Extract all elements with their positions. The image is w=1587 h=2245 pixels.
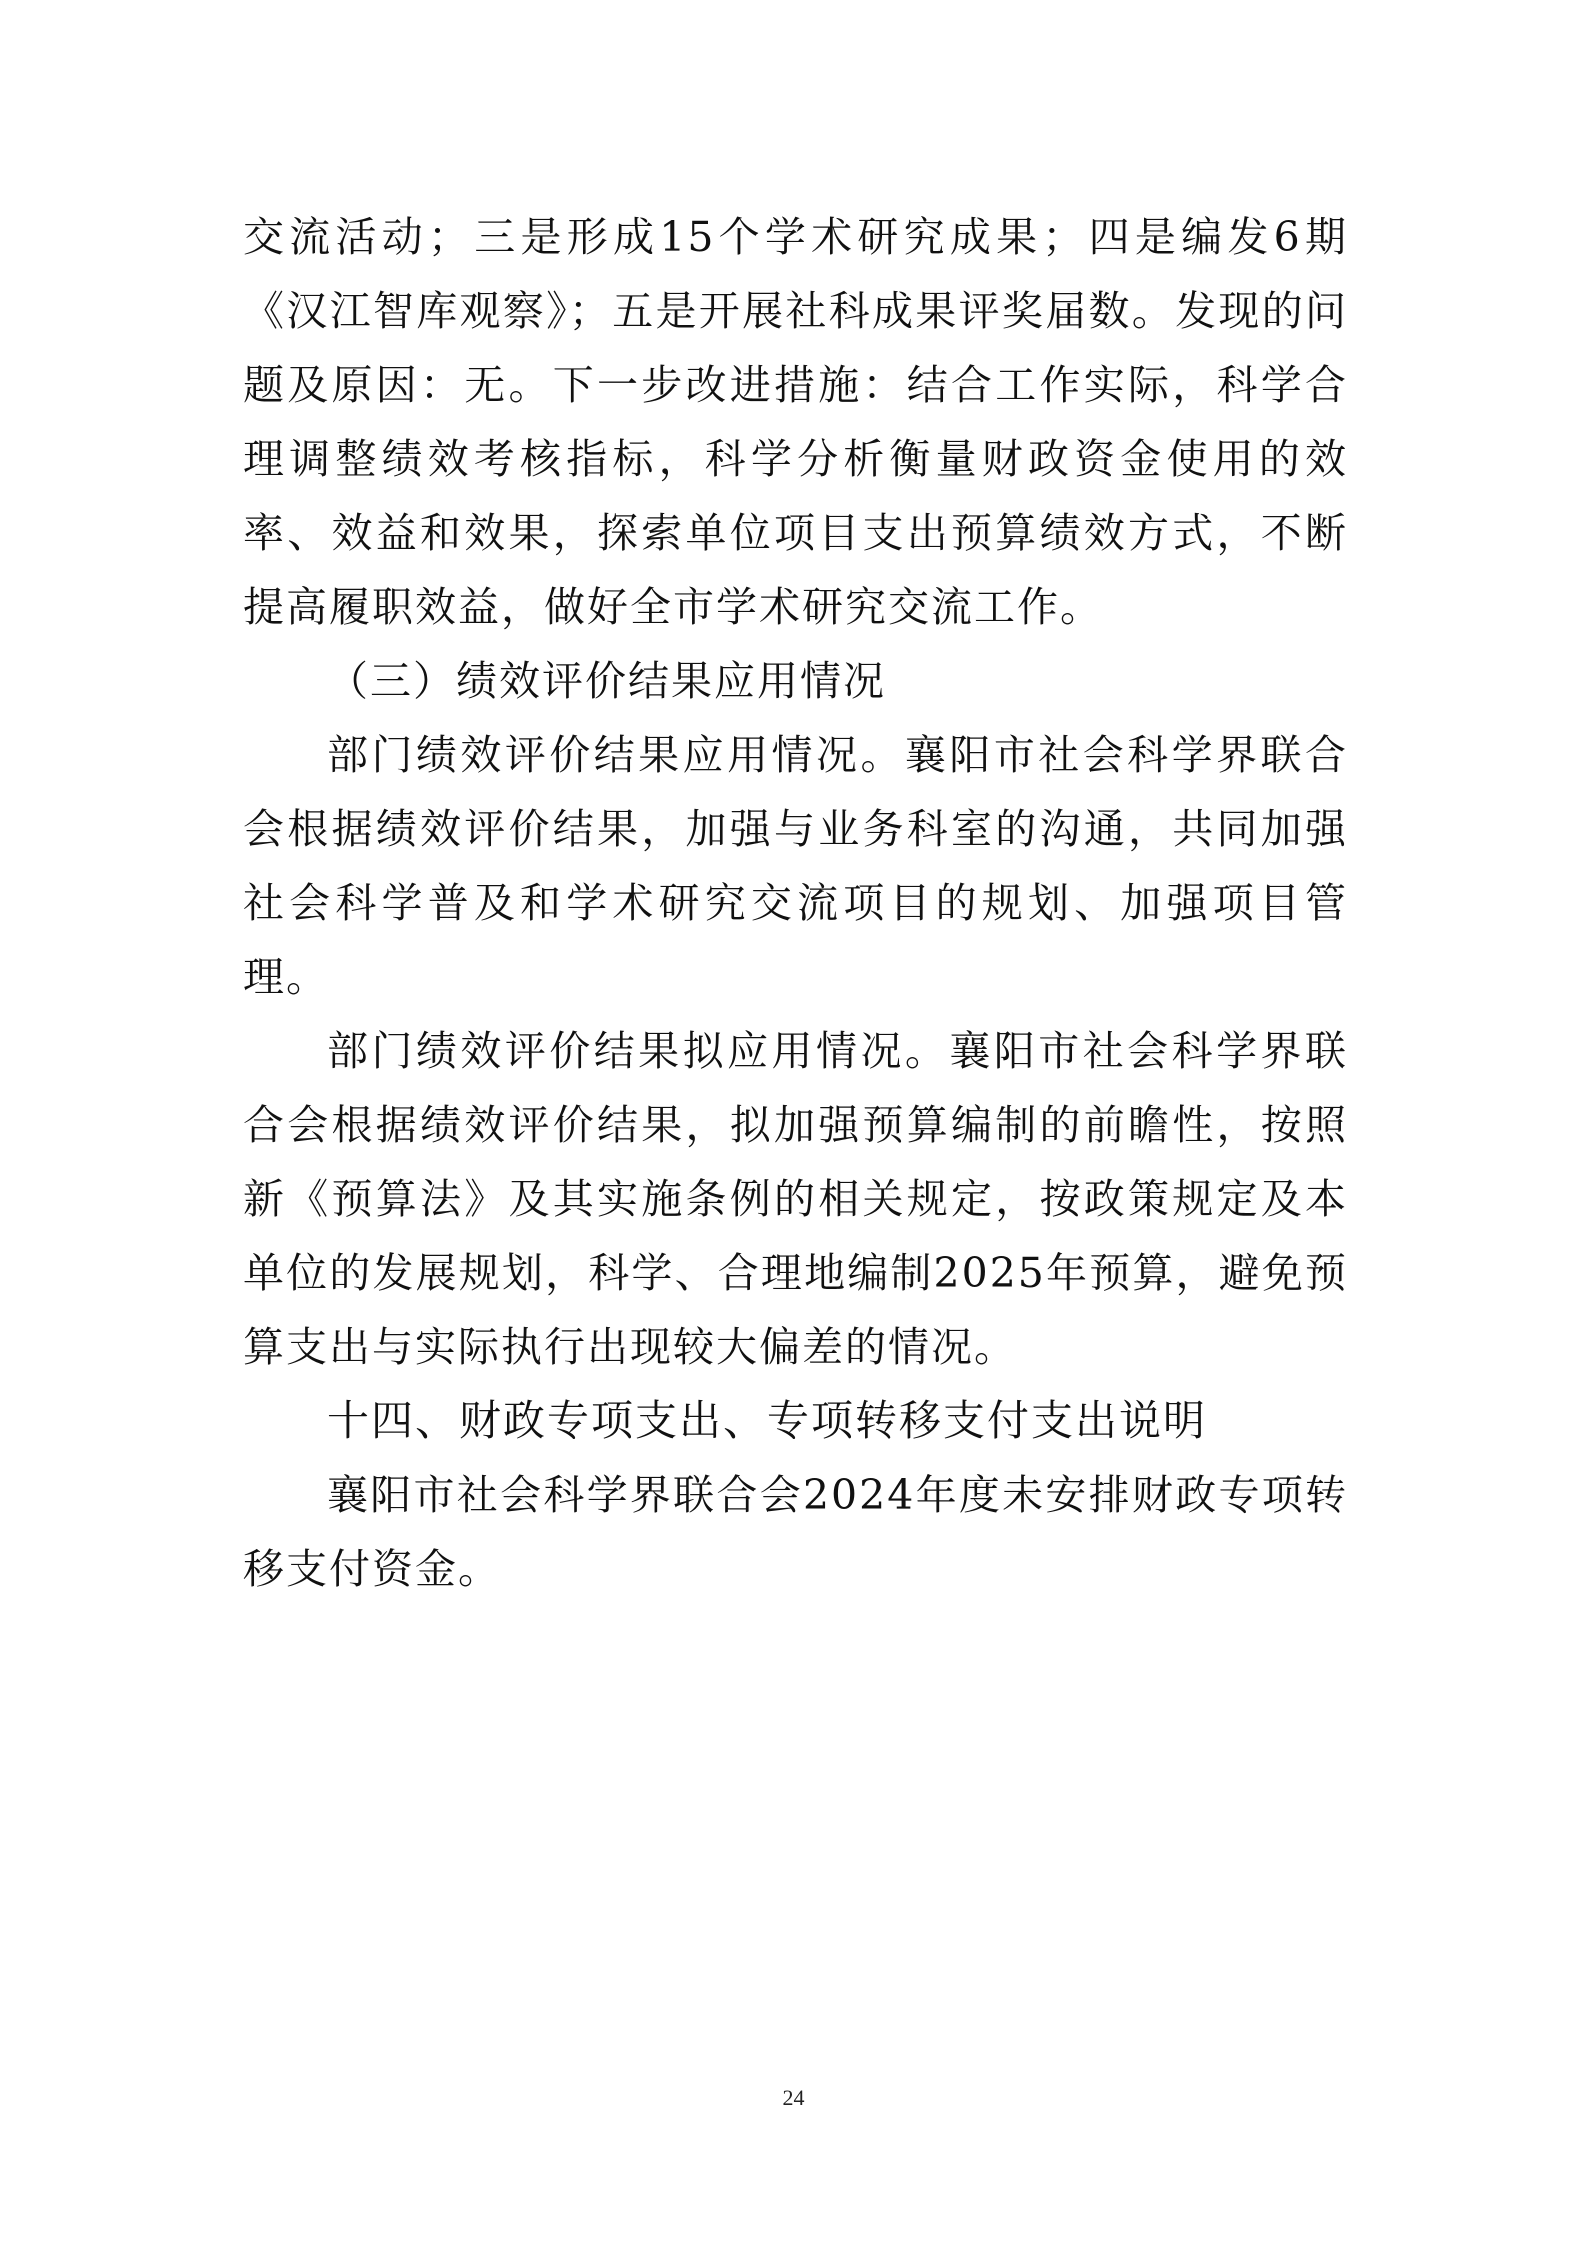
page-number: 24 <box>782 2085 805 2110</box>
page-content <box>243 200 1348 1606</box>
continuation-paragraph: 交流活动；三是形成15个学术研究成果；四是编发6期《汉江智库观察》；五是开展社科成果评奖届数。发现的问题及原因：无。下一步改进措施：结合工作实际，科学合理调整绩效考核指标，科学分析衡量财政资金使用的效率、效益和效果，探索单位项目支出预算绩效方式，不断提高履职效益，做好全市学术研究交流工作。 <box>243 213 1348 631</box>
applied-results-paragraph: 部门绩效评价结果应用情况。襄阳市社会科学界联合会根据绩效评价结果，加强与业务科室的沟通，共同加强社会科学普及和学术研究交流项目的规划、加强项目管理。 <box>243 731 1348 1001</box>
planned-results-paragraph: 部门绩效评价结果拟应用情况。襄阳市社会科学界联合会根据绩效评价结果，拟加强预算编制的前瞻性，按照新《预算法》及其实施条例的相关规定，按政策规定及本单位的发展规划，科学、合理地编制2025年预算，避免预算支出与实际执行出现较大偏差的情况。 <box>243 1027 1348 1371</box>
section-3-heading: （三）绩效评价结果应用情况 <box>327 657 886 705</box>
transfer-payment-paragraph: 襄阳市社会科学界联合会2024年度未安排财政专项转移支付资金。 <box>243 1471 1348 1593</box>
section-14-heading: 十四、财政专项支出、专项转移支付支出说明 <box>327 1396 1208 1445</box>
